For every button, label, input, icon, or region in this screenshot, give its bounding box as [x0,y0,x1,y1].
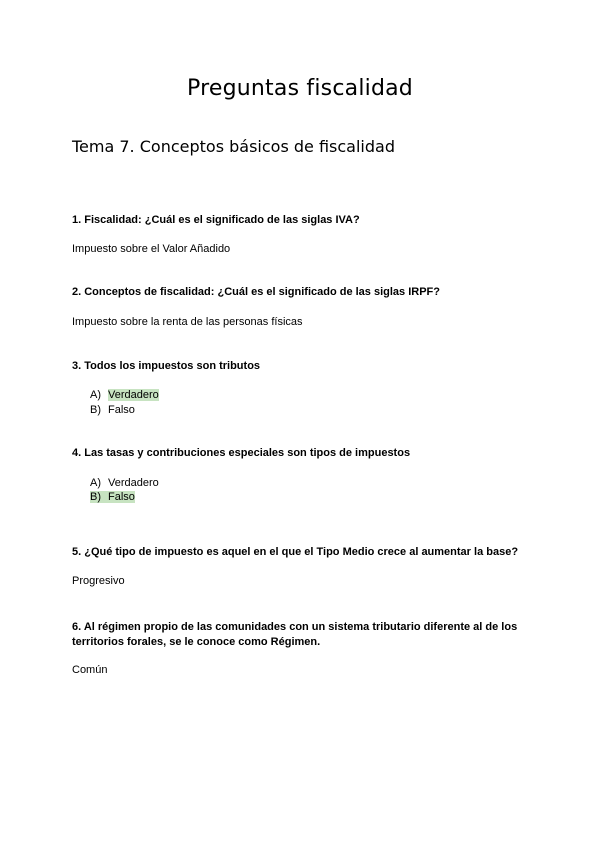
question-5: 5. ¿Qué tipo de impuesto es aquel en el que el Tipo Medio crece al aumentar la base? [72,546,519,558]
option-letter: A) [90,389,101,401]
question-4-option-a [90,476,159,491]
option-label: Falso [108,404,135,416]
option-label-correct: Falso [108,491,135,503]
option-label: Verdadero [108,477,159,489]
option-label-correct: Verdadero [108,389,159,401]
question-3: 3. Todos los impuestos son tributos [72,360,261,372]
document-title: Preguntas fiscalidad [187,76,413,101]
answer-6: Común [72,664,108,676]
question-3-option-a [90,388,159,403]
question-4-option-b [90,490,135,505]
answer-5: Progresivo [72,575,125,587]
question-2: 2. Conceptos de fiscalidad: ¿Cuál es el significado de las siglas IRPF? [72,286,440,298]
question-1: 1. Fiscalidad: ¿Cuál es el significado de las siglas IVA? [72,214,360,226]
answer-2: Impuesto sobre la renta de las personas físicas [72,316,303,328]
question-6: 6. Al régimen propio de las comunidades con un sistema tributario diferente al de los territorios forales, se le conoce como Régimen. [72,621,518,648]
answer-1: Impuesto sobre el Valor Añadido [72,243,231,255]
option-letter: B) [90,491,101,503]
option-letter: B) [90,404,101,416]
question-4: 4. Las tasas y contribuciones especiales son tipos de impuestos [72,447,411,459]
option-letter: A) [90,477,101,489]
question-3-option-b [90,403,135,418]
section-subtitle: Tema 7. Conceptos básicos de fiscalidad [72,137,395,156]
